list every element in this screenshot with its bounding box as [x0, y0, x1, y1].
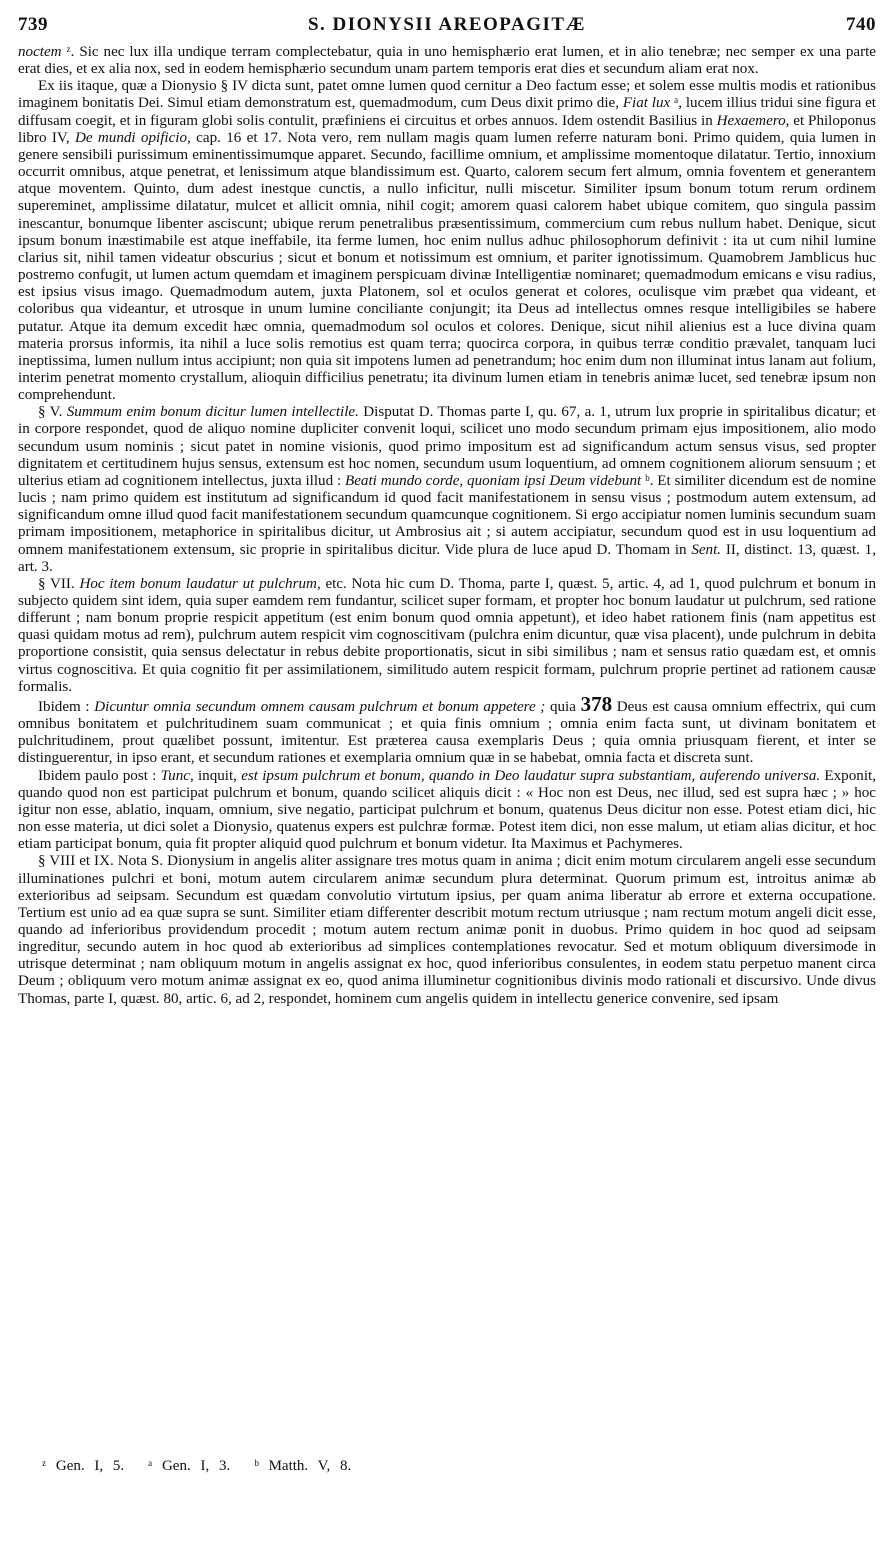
- text-run: , etc. Nota hic cum D. Thoma, parte I, quæst. 5, artic. 4, ad 1, quod pulchrum et bonum in subjecto quidem sint idem, quia super eamdem rem fundantur, scilicet super formam, et propter hoc bonum laudatur ut pulchrum, sed ratione differunt ; nam bonum proprie respicit appetitum (est enim bonum quod omnia appetunt), et ideo habet rationem finis (nam appetitus est quasi quidam motus ad rem), pulchrum autem respicit vim cognoscitivam (pulchra enim dicuntur, quæ visa placent), unde pulchrum in debita proportione consistit, quia sensus delectatur in rebus debite proportionatis, sicut in sibi similibus ; nam et sensus ratio quædam est, et omnis virtus cognoscitiva. Et quia cognitio fit per assimilationem, similitudo autem respicit formam, pulchrum proprie pertinet ad rationem causæ formalis.: [18, 575, 876, 695]
- text-run: Ibidem :: [38, 698, 95, 715]
- text-run: II, distinct. 13, quæst. 1, art. 3.: [18, 541, 876, 575]
- running-title: S. DIONYSII AREOPAGITÆ: [307, 14, 587, 35]
- italic-text: Hoc item bonum laudatur ut pulchrum: [79, 575, 317, 592]
- paragraph: [18, 691, 876, 768]
- text-run: quia: [545, 698, 581, 715]
- italic-text: noctem: [18, 44, 62, 60]
- paragraph: [18, 768, 876, 854]
- page-number-left: 739: [18, 14, 48, 35]
- text-run: , cap. 16 et 17. Nota vero, rem nullam magis quam lumen referre naturam boni. Primo quidem, quia lumen in genere sensibili purissimum eminentissimumque apparet. Secundo, facillime omnium, et amplissime momentoque dilatatur. Tertio, innoxium occurrit omnibus, atque penetrat, et lenissimum atque blandissimum est. Quarto, calorem secum fert almum, omnia foventem et generantem atque moventem. Quinto, dum adest inestque cunctis, a nullo inficitur, nulli miscetur. Similiter ipsum bonum totum rerum ordinem supereminet, amplissime dilatatur, mulcet et allicit omnia, nihil cogit; amorem quasi calorem habet ubique comitem, quo singula passim inescantur, bonumque libenter asciscunt; ubique rerum penetralibus præsentissimum, commercium cum rebus nullum habet. Denique, sicut ipsum bonum inæstimabile est atque ineffabile, ita ferme lumen, hoc enim nullus adhuc philosophorum definivit : ita ut cum nihil lumine clarius sit, nihil tamen videatur obscurius ; sicut et bonum et notissimum est omnium, et pariter ignotissimum. Quamobrem Jamblicus huc postremo confugit, ut lumen actum quemdam et imaginem perspicuam divinæ Intelligentiæ nominaret; quemadmodum emicans e visu radius, est ipsius visus imago. Quemadmodum autem, juxta Platonem, sol et oculos generat et colores, oculisque vim præbet qua videant, et coloribus qua videantur, et utrosque in unum lumine conciliante conjungit; ita Deus ad intellectus omnes resque intelligibiles se habere putatur. Atque ita demum excedit hæc omnia, quemadmodum sol oculos et colores. Denique, sicut nihil alienius est a luce divina quam materia prorsus informis, ita nihil a luce solis remotius est quam terra; quocirca corpora, in quibus terræ conditio prævalet, tanquam luci ineptissima, lumen nullum intus accipiunt; non quia sit impotens lumen ad penetrandum; hoc enim dum non illuminat intus lanam aut folium, interim penetrat momento crystallum, alioquin difficilius penetratu; ita divinum lumen etiam in tenebris animæ lucet, sed tenebræ ipsum non comprehendunt.: [18, 129, 877, 404]
- paragraph: [18, 404, 876, 576]
- text-run: Exponit, quando quod non est participat pulchrum et bonum, quando scilicet aliquis dicit : « Hoc non est Deus, nec illud, sed est supra hæc ; » hoc igitur non esse, ablatio, inquam, omnium, sive negatio, participat pulchrum et bonum, quatenus Deus dicitur non esse. Potest etiam dici, hic non esse materia, ut dici solet a Dionysio, quatenus expers est pulchræ formæ. Potest item dici, non esse malum, ut etiam alias dicitur, et hoc etiam participat bonum, quia fit propter aliquid quod pulchrum et bonum videtur. Ita Maximus et Pachymeres.: [18, 767, 876, 853]
- italic-text: Dicuntur omnia secundum omnem causam pulchrum et bonum appetere ;: [94, 698, 546, 715]
- text-run: Deus est causa omnium effectrix, qui cum omnibus bonitatem et pulchritudinem suam communicat ; et quia finis omnium ; omnia enim facta sunt, ut divinam bonitatem et pulchritudinem, prout quælibet possunt, imitentur. Est præterea causa exemplaris Deus ; quia omnia priusquam fierent, et inter se distinguerentur, in ipso erant, et secundum rationes et exemplaria omnium quæ in se habebat, omnia facta et discreta sunt.: [18, 698, 876, 767]
- page-number-right: 740: [846, 14, 876, 35]
- paragraph: [18, 576, 876, 696]
- text-run: Ibidem paulo post :: [38, 767, 161, 784]
- text-run: § VIII et IX. Nota S. Dionysium in angelis aliter assignare tres motus quam in anima ; dicit enim motum circularem angeli esse secundum illuminationes pulchri et boni, motum autem circularem animæ secundum plura determinat. Quorum primum est, introitus animæ ab exterioribus ad seipsam. Secundum est quædam convolutio virtutum ipsius, per quam anima liberatur ab errore et externa occupatione. Tertium est unio ad ea quæ supra se sunt. Similiter etiam differenter describit motum rectum utriusque ; nam rectum motum angeli dicit esse, quando ad inferioribus providendum procedit ; motum autem rectum animæ ponit in duobus. Primo quidem in hoc quod ad seipsam ingreditur, secundo autem in hoc quod ab exterioribus ad simplices contemplationes revocatur. Sed et motum obliquum diversimode in utrisque determinat ; nam obliquum motum in angelis assignat ex hoc, quod inferioribus consulentes, in eodem statu perpetuo manent circa Deum ; obliquum vero motum animæ assignat ex eo, quod anima illuminetur cognitionibus divinis modo rationali et discursivo. Unde divus Thomas, parte I, quæst. 80, artic. 6, ad 2, respondet, hominem cum angelis quidem in intellectu generice convenire, sed ipsam: [18, 853, 876, 1007]
- footnote: ᵇ Matth. V, 8.: [254, 1458, 352, 1474]
- italic-text: Fiat lux: [622, 95, 671, 112]
- italic-text: Beati mundo corde, quoniam ipsi Deum videbunt: [345, 472, 642, 489]
- text-run: ᶻ. Sic nec lux illa undique terram complectebatur, quia in uno hemisphærio erat lumen, et in alio tenebræ; nec semper ex una parte erat dies, et ex alia nox, sed in eodem hemisphærio secundum unam partem temporis erat dies et secundum aliam erat nox.: [18, 44, 876, 78]
- italic-text: Summum enim bonum dicitur lumen intellectile.: [66, 404, 359, 421]
- text-run: , et Philoponus libro IV,: [18, 112, 876, 146]
- italic-text: est ipsum pulchrum et bonum, quando in Deo laudatur supra substantiam, auferendo universa.: [241, 767, 821, 784]
- paragraph: [18, 78, 876, 404]
- italic-text: Sent.: [691, 541, 722, 558]
- page: [18, 14, 876, 1008]
- text-run: § V.: [38, 404, 67, 421]
- text-run: Ex iis itaque, quæ a Dionysio § IV dicta sunt, patet omne lumen quod cernitur a Deo factum esse; et solem esse multis modis et rationibus imaginem bonitatis Dei. Simul etiam demonstratum est, quemadmodum, cum Deus dixit primo die,: [18, 78, 876, 112]
- text-run: , inquit,: [189, 767, 242, 784]
- paragraph: [18, 44, 876, 78]
- text-run: Disputat D. Thomas parte I, qu. 67, a. 1, utrum lux proprie in spiritalibus dicatur; et in corpore respondet, quod de aliquo nomine dupliciter convenit loqui, scilicet uno modo secundum primam ejus impositionem, alio modo secundum usum nominis ; sicut patet in nomine visionis, quod primo impositum est ad significandum actum sensus visus, sed propter dignitatem et certitudinem hujus sensus, extensum est hoc nomen, secundum usum loquentium, ad omnem cognitionem aliorum sensuum ; et ulterius etiam ad cognitionem intellectus, juxta illud :: [18, 404, 876, 489]
- italic-text: Hexaemero: [716, 112, 786, 129]
- column-marker: 378: [580, 691, 613, 716]
- footnotes: [42, 1458, 375, 1475]
- footnote: ᶻ Gen. I, 5.: [42, 1458, 125, 1474]
- text-run: § VII.: [38, 575, 80, 592]
- footnote: ᵃ Gen. I, 3.: [148, 1458, 231, 1474]
- paragraph: [18, 853, 876, 1007]
- body-text: [18, 44, 876, 1008]
- running-head: [18, 14, 876, 40]
- text-run: ᵇ. Et similiter dicendum est de nomine lucis ; nam primo quidem est institutum ad significandum id quod facit manifestationem in sensu visus ; postmodum autem extensum, ad significandum omne illud quod facit manifestationem secundum quamcunque cognitionem. Si ergo accipiatur nomen luminis secundum suam primam impositionem, metaphorice in spiritalibus dicitur, ut Ambrosius ait ; si autem accipiatur, secundum quod est in usu loquentium ad omnem manifestationem extensum, sic proprie in spiritalibus dicitur. Vide plura de luce apud D. Thomam in: [18, 472, 876, 558]
- italic-text: Tunc: [160, 767, 190, 784]
- text-run: ᵃ, lucem illius tridui sine figura et diffusam coegit, et in figuram globi solis contulit, præfiniens ei circuitus et orbes annuos. Idem ostendit Basilius in: [18, 95, 876, 129]
- italic-text: De mundi opificio: [74, 129, 188, 146]
